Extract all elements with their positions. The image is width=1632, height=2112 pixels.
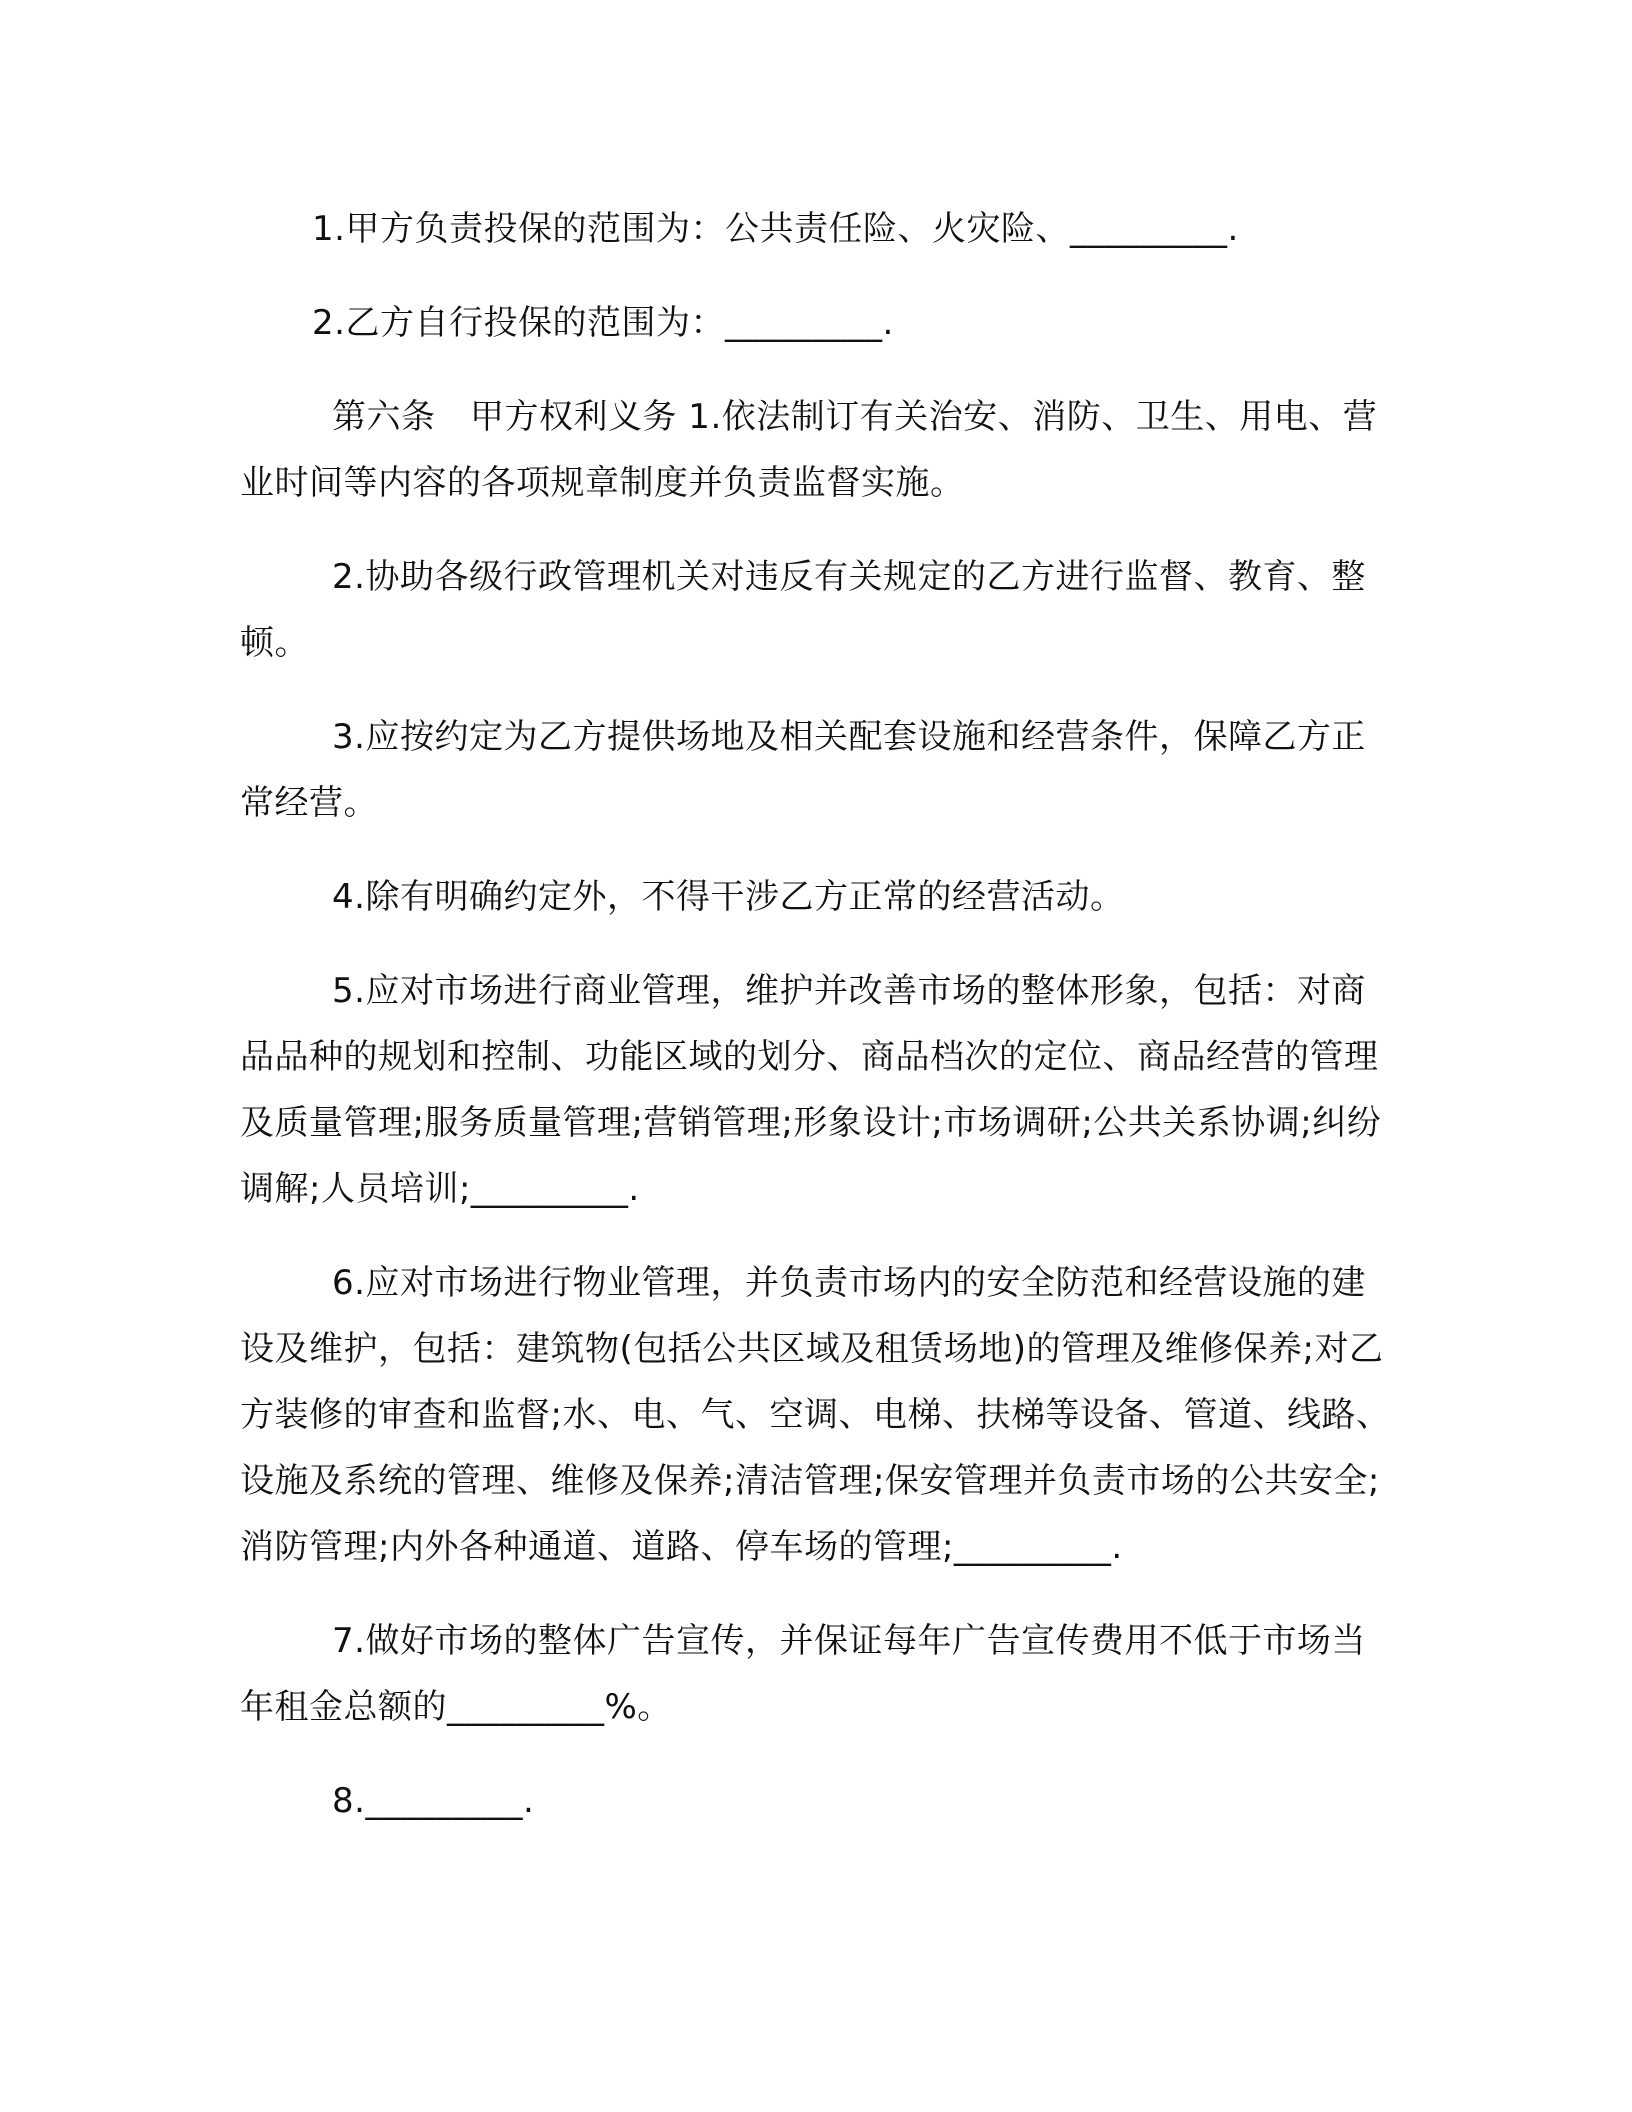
- paragraph-item-4: 4.除有明确约定外，不得干涉乙方正常的经营活动。: [332, 877, 1125, 917]
- paragraph-item-5: 5.应对市场进行商业管理，维护并改善市场的整体形象，包括：对商品品种的规划和控制、功能区域的划分、商品档次的定位、商品经营的管理及质量管理;服务质量管理;营销管理;形象设计;市场调研;公共关系协调;纠纷调解;人员培训;_________.: [240, 971, 1382, 1209]
- paragraph-article-six: 第六条 甲方权利义务 1.依法制订有关治安、消防、卫生、用电、营业时间等内容的各项规章制度并负责监督实施。: [240, 397, 1378, 503]
- paragraph-item-2: 2.协助各级行政管理机关对违反有关规定的乙方进行监督、教育、整顿。: [240, 557, 1366, 663]
- document-body: [240, 196, 1400, 1862]
- paragraph-item-3: 3.应按约定为乙方提供场地及相关配套设施和经营条件，保障乙方正常经营。: [240, 717, 1366, 823]
- paragraph-insurance-party-a: 1.甲方负责投保的范围为：公共责任险、火灾险、_________.: [312, 209, 1239, 249]
- paragraph-item-7: 7.做好市场的整体广告宣传，并保证每年广告宣传费用不低于市场当年租金总额的_________%。: [240, 1621, 1366, 1727]
- paragraph-item-6: 6.应对市场进行物业管理，并负责市场内的安全防范和经营设施的建设及维护，包括：建筑物(包括公共区域及租赁场地)的管理及维修保养;对乙方装修的审查和监督;水、电、气、空调、电梯、扶梯等设备、管道、线路、设施及系统的管理、维修及保养;清洁管理;保安管理并负责市场的公共安全;消防管理;内外各种通道、道路、停车场的管理;_________.: [240, 1263, 1391, 1567]
- paragraph-item-8: 8._________.: [332, 1781, 535, 1821]
- paragraph-insurance-party-b: 2.乙方自行投保的范围为：_________.: [312, 303, 894, 343]
